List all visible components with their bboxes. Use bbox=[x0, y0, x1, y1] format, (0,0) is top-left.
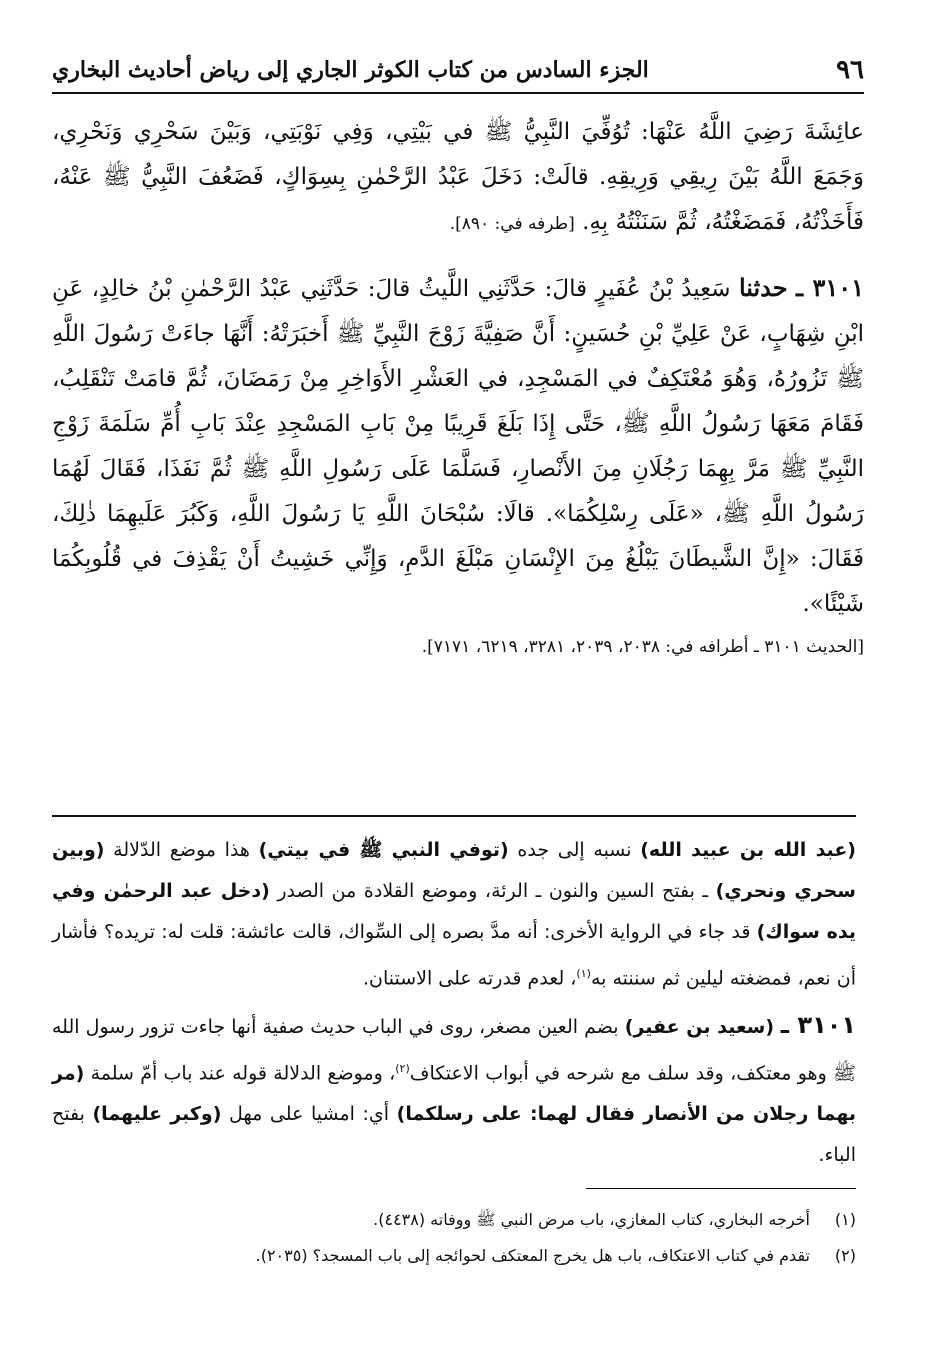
hadith-3100-continuation bbox=[52, 110, 864, 247]
footnote-divider bbox=[586, 1188, 856, 1189]
commentary-text: هذا موضع الدّلالة bbox=[104, 839, 259, 861]
footnote-item bbox=[52, 1238, 856, 1274]
commentary-keyword: (مر بهما رجلان من الأنصار فقال لهما: على رسلكما) bbox=[52, 1062, 857, 1126]
footnote-number: (١) bbox=[834, 1210, 856, 1229]
running-header bbox=[52, 48, 864, 94]
commentary-text: بفتح الباء. bbox=[52, 1103, 856, 1167]
footnote-reference: (٢) bbox=[395, 1062, 410, 1075]
commentary-hadith-number: ٣١٠١ ـ bbox=[780, 1011, 857, 1039]
commentary-paragraph bbox=[52, 830, 856, 999]
commentary-text: نسبه إلى جده bbox=[508, 839, 641, 861]
hadith-number: ٣١٠١ ـ bbox=[795, 273, 864, 302]
commentary-keyword: (توفي النبي ﷺ في بيتي) bbox=[258, 839, 509, 861]
hadith-cross-references: [الحديث ٣١٠١ ـ أطرافه في: ٢٠٣٨، ٢٠٣٩، ٣٢٨١، ٦٢١٩، ٧١٧١]. bbox=[421, 637, 864, 657]
footnote-text: أخرجه البخاري، كتاب المغازي، باب مرض النبي ﷺ ووفاته (٤٤٣٨). bbox=[373, 1210, 810, 1229]
running-title: الجزء السادس من كتاب الكوثر الجاري إلى رياض أحاديث البخاري bbox=[52, 57, 649, 83]
footnote-number: (٢) bbox=[834, 1246, 856, 1265]
commentary-paragraph bbox=[52, 1005, 856, 1176]
commentary-keyword: (وكبر عليهما) bbox=[92, 1103, 222, 1126]
hadith-3101 bbox=[52, 265, 864, 627]
section-divider bbox=[52, 815, 856, 817]
commentary-keyword: (دخل عبد الرحمٰن وفي يده سواك) bbox=[52, 880, 856, 943]
commentary-keyword: (عبد الله بن عبيد الله) bbox=[640, 839, 856, 861]
commentary-keyword: (سعيد بن عفير) bbox=[624, 1016, 781, 1038]
commentary-text: ، لعدم قدرته على الاستنان. bbox=[362, 967, 577, 990]
commentary-text: ـ بفتح السين والنون ـ الرئة، وموضع القلادة من الصدر bbox=[269, 880, 716, 902]
commentary-text: قد جاء في الرواية الأخرى: أنه مدَّ بصره إلى السِّواك، قالت عائشة: قلت له: تريده؟ فأشار أن نعم، فمضغته ليلين ثم سننته به bbox=[52, 921, 856, 990]
footnotes bbox=[52, 1202, 856, 1274]
page-number: ٩٦ bbox=[836, 55, 864, 85]
hadith-text: عائِشَةَ رَضِيَ اللَّهُ عَنْهَا: تُوُفِّيَ النَّبِيُّ ﷺ في بَيْتِي، وَفِي نَوْبَتِي، وَبَيْنَ سَحْرِي وَنَحْرِي، وَجَمَعَ اللَّهُ بَيْنَ رِيقِي وَرِيقِهِ. قالَتْ: دَخَلَ عَبْدُ الرَّحْمٰنِ بِسِوَاكٍ، فَضَعُفَ النَّبِيُّ ﷺ عَنْهُ، فَأَخَذْتُهُ، فَمَضَغْتُهُ، ثُمَّ سَنَنْتُهُ بِهِ. bbox=[52, 119, 864, 235]
footnote-text: تقدم في كتاب الاعتكاف، باب هل يخرج المعتكف لحوائجه إلى باب المسجد؟ (٢٠٣٥). bbox=[255, 1246, 810, 1265]
commentary-text: بضم العين مصغر، روى في الباب حديث صفية أنها جاءت تزور رسول الله ﷺ وهو معتكف، وقد سلف مع شرحه في أبواب الاعتكاف bbox=[52, 1016, 856, 1085]
cross-reference: [طرفه في: ٨٩٠]. bbox=[449, 214, 575, 234]
commentary-keyword: (وبين سحري ونحري) bbox=[52, 839, 856, 902]
hadith-text: سَعِيدُ بْنُ عُفَيرٍ قالَ: حَدَّثَنِي اللَّيثُ قالَ: حَدَّثَنِي عَبْدُ الرَّحْمٰنِ بْنُ خالِدٍ، عَنِ ابْنِ شِهَابٍ، عَنْ عَلِيِّ بْنِ حُسَينٍ: أَنَّ صَفِيَّةَ زَوْجَ النَّبِيِّ ﷺ أَخبَرَتْهُ: أَنَّهَا جاءَتْ رَسُولَ اللَّهِ ﷺ تَزُورُهُ، وَهُوَ مُعْتَكِفٌ في المَسْجِدِ، في العَشْرِ الأَوَاخِرِ مِنْ رَمَضَانَ، ثُمَّ قامَتْ تَنْقَلِبُ، فَقَامَ مَعَهَا رَسُولُ اللَّهِ ﷺ، حَتَّى إِذَا بَلَغَ قَرِيبًا مِنْ بَابِ المَسْجِدِ عِنْدَ بَابِ أُمِّ سَلَمَةَ زَوْجِ النَّبِيِّ ﷺ مَرَّ بِهِمَا رَجُلَانِ مِنَ الأَنْصارِ، فَسَلَّمَا عَلَى رَسُولِ اللَّهِ ﷺ ثُمَّ نَفَذَا، فَقَالَ لَهُمَا رَسُولُ اللَّهِ ﷺ، «عَلَى رِسْلِكُمَا». قالَا: سُبْحَانَ اللَّهِ يَا رَسُولَ اللَّهِ، وَكَبُرَ عَلَيهِمَا ذٰلِكَ، فَقَالَ: «إِنَّ الشَّيطَانَ يَبْلُغُ مِنَ الإِنْسَانِ مَبْلَغَ الدَّمِ، وَإِنِّي خَشِيتُ أَنْ يَقْذِفَ في قُلُوبِكُمَا شَيْئًا». bbox=[52, 276, 864, 617]
footnote-item bbox=[52, 1202, 856, 1238]
commentary-text: أي: امشيا على مهل bbox=[221, 1103, 397, 1126]
commentary-text: ، وموضع الدلالة قوله عند باب أمّ سلمة bbox=[84, 1062, 396, 1085]
footnote-reference: (١) bbox=[576, 967, 591, 980]
hadith-lead-word: حدثنا bbox=[738, 273, 788, 302]
